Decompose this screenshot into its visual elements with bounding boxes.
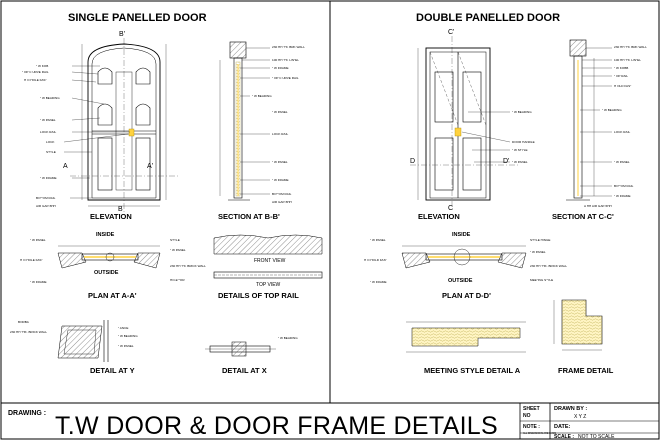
callout: 230 HH "HI. BRICK WALL bbox=[170, 264, 206, 268]
callout: " W PANEL bbox=[272, 160, 288, 164]
callout: " W BEADING bbox=[602, 108, 622, 112]
callout: HO-E""OR bbox=[170, 278, 185, 282]
callout: AIR GAP-5HH bbox=[272, 200, 292, 204]
plan-aa-caption: PLAN AT A-A' bbox=[88, 291, 137, 300]
single-elevation-caption: ELEVATION bbox=[90, 212, 132, 221]
callout: H O HOLE FAS" bbox=[20, 258, 43, 262]
section-c-c bbox=[566, 40, 594, 200]
callout: LOCK RAIL bbox=[614, 130, 631, 134]
detail-y-caption: DETAIL AT Y bbox=[90, 366, 135, 375]
sheet-label: SHEET bbox=[523, 406, 540, 412]
detail-y bbox=[58, 320, 108, 362]
plan-d-d bbox=[402, 246, 526, 268]
front-view-label: FRONT VIEW bbox=[254, 258, 286, 264]
callout: H O HOLE FAS" bbox=[24, 78, 47, 82]
section-cc-caption: SECTION AT C-C' bbox=[552, 212, 614, 221]
single-door-title: SINGLE PANELLED DOOR bbox=[68, 12, 207, 24]
drawing-label: DRAWING : bbox=[8, 410, 47, 417]
plan-aa-outside: OUTSIDE bbox=[94, 270, 119, 276]
callout: " W PANEL bbox=[614, 160, 630, 164]
callout: " W BEADING bbox=[252, 94, 272, 98]
callout: " W BEADING bbox=[118, 334, 138, 338]
callout: BORBA bbox=[18, 320, 29, 324]
callout: 230 HH "HK. BRICK WALL bbox=[10, 330, 48, 334]
detail-x bbox=[205, 342, 276, 356]
callout: H O HOLD FAS" bbox=[364, 258, 387, 262]
callout: " W PANEL bbox=[170, 248, 186, 252]
double-elevation-caption: ELEVATION bbox=[418, 212, 460, 221]
plan-a-a bbox=[58, 246, 160, 268]
date-label: DATE: bbox=[554, 424, 571, 430]
callout: " ANCE bbox=[118, 326, 129, 330]
callout: H OLD FAS" bbox=[614, 84, 632, 88]
leader-lines bbox=[64, 48, 612, 198]
callout: " W PANEL bbox=[30, 238, 46, 242]
callout: STYLE bbox=[170, 238, 180, 242]
cut-marker-b: B bbox=[118, 206, 123, 213]
callout: " W BEADING bbox=[512, 110, 532, 114]
double-door-elevation bbox=[410, 36, 520, 212]
single-door-elevation bbox=[0, 0, 180, 212]
callout: STYLE HINGE bbox=[530, 238, 551, 242]
callout: BO""OM RAIL bbox=[272, 192, 292, 196]
callout: A HH AIR GAP-5HH bbox=[584, 204, 612, 208]
top-rail-caption: DETAILS OF TOP RAIL bbox=[218, 291, 299, 300]
frame-detail-caption: FRAME DETAIL bbox=[558, 366, 614, 375]
drawn-by-label: DRAWN BY : bbox=[554, 406, 588, 412]
cut-marker-a: A bbox=[63, 163, 68, 170]
drawn-by-value: X Y Z bbox=[574, 414, 587, 420]
callout: " W KOBB bbox=[614, 66, 629, 70]
cut-marker-c-prime: C' bbox=[448, 29, 455, 36]
callout: " OP C URVE RAIL bbox=[22, 70, 49, 74]
callout: LOCK RAIL bbox=[40, 130, 57, 134]
callout: " W BEADING bbox=[278, 336, 298, 340]
note-label: NOTE : bbox=[523, 424, 540, 430]
plan-dd-caption: PLAN AT D-D' bbox=[442, 291, 491, 300]
cut-marker-d: D bbox=[410, 158, 416, 165]
cut-marker-d-prime: D' bbox=[503, 158, 510, 165]
callout: 100 HH "HI. LIN"EL bbox=[614, 58, 641, 62]
plan-dd-inside: INSIDE bbox=[452, 232, 471, 238]
callout: LOCK bbox=[46, 140, 55, 144]
plan-dd-outside: OUTSIDE bbox=[448, 278, 473, 284]
callout: " W PANEL bbox=[512, 160, 528, 164]
top-view-label: TOP VIEW bbox=[256, 282, 281, 288]
meeting-style-caption: MEETING STYLE DETAIL A bbox=[424, 366, 521, 375]
callout: AIR GAP-5HH bbox=[36, 204, 56, 208]
cut-marker-b-prime: B' bbox=[119, 31, 126, 38]
callout: LOCK RAIL bbox=[272, 132, 289, 136]
cut-marker-a-prime: A' bbox=[147, 163, 154, 170]
callout: " W BEADING bbox=[40, 96, 60, 100]
callout: 230 HH "HK. BRICK WALL bbox=[530, 264, 568, 268]
scale-label: SCALE : bbox=[554, 434, 574, 440]
callout: " W FRAME bbox=[614, 194, 631, 198]
callout: STYLE bbox=[46, 150, 56, 154]
meeting-style-detail bbox=[406, 322, 526, 352]
callout: DOOR HANDLE bbox=[512, 140, 535, 144]
callout: 230 HH "HI. BRK WALL bbox=[272, 45, 305, 49]
callout: " W PANEL bbox=[370, 238, 386, 242]
callout: 100 HH "HI. LIN"EL bbox=[272, 58, 299, 62]
callout: " W STYLE bbox=[512, 148, 528, 152]
frame-detail bbox=[554, 300, 602, 350]
callout: " W PANEL bbox=[272, 110, 288, 114]
callout: " W PANEL bbox=[40, 118, 56, 122]
plan-aa-inside: INSIDE bbox=[96, 232, 115, 238]
callout: " OP C URVE RAIL bbox=[272, 76, 299, 80]
scale-value: NOT TO SCALE bbox=[578, 434, 615, 440]
callout: " W PANEL bbox=[118, 344, 134, 348]
note-text: ALL DIMENSIONS ARE IN MM bbox=[523, 432, 557, 435]
section-b-b bbox=[220, 42, 250, 200]
double-door-title: DOUBLE PANELLED DOOR bbox=[416, 12, 561, 24]
callout: 230 HH "HI. BRK WALL bbox=[614, 45, 647, 49]
callout: " W FRAME bbox=[30, 280, 47, 284]
sheet-no-label: NO bbox=[523, 413, 531, 419]
callout: " W FRAME bbox=[40, 176, 57, 180]
callout: " W FRAME bbox=[272, 178, 289, 182]
callout: MEE"ING S"YLE bbox=[530, 278, 554, 282]
top-rail-views bbox=[214, 235, 322, 278]
callout: BO""OM RAIL bbox=[614, 184, 634, 188]
callout: " W FRAME bbox=[370, 280, 387, 284]
cut-marker-c: C bbox=[448, 205, 454, 212]
callout: " OP RAIL bbox=[614, 74, 629, 78]
callout: " W KOB bbox=[36, 64, 49, 68]
callout: " W PANEL bbox=[530, 250, 546, 254]
detail-x-caption: DETAIL AT X bbox=[222, 366, 267, 375]
callout: BO""OM RAIL bbox=[36, 196, 56, 200]
drawing-title: T.W DOOR & DOOR FRAME DETAILS bbox=[55, 412, 498, 440]
callout: " W FRAME bbox=[272, 66, 289, 70]
section-bb-caption: SECTION AT B-B' bbox=[218, 212, 280, 221]
